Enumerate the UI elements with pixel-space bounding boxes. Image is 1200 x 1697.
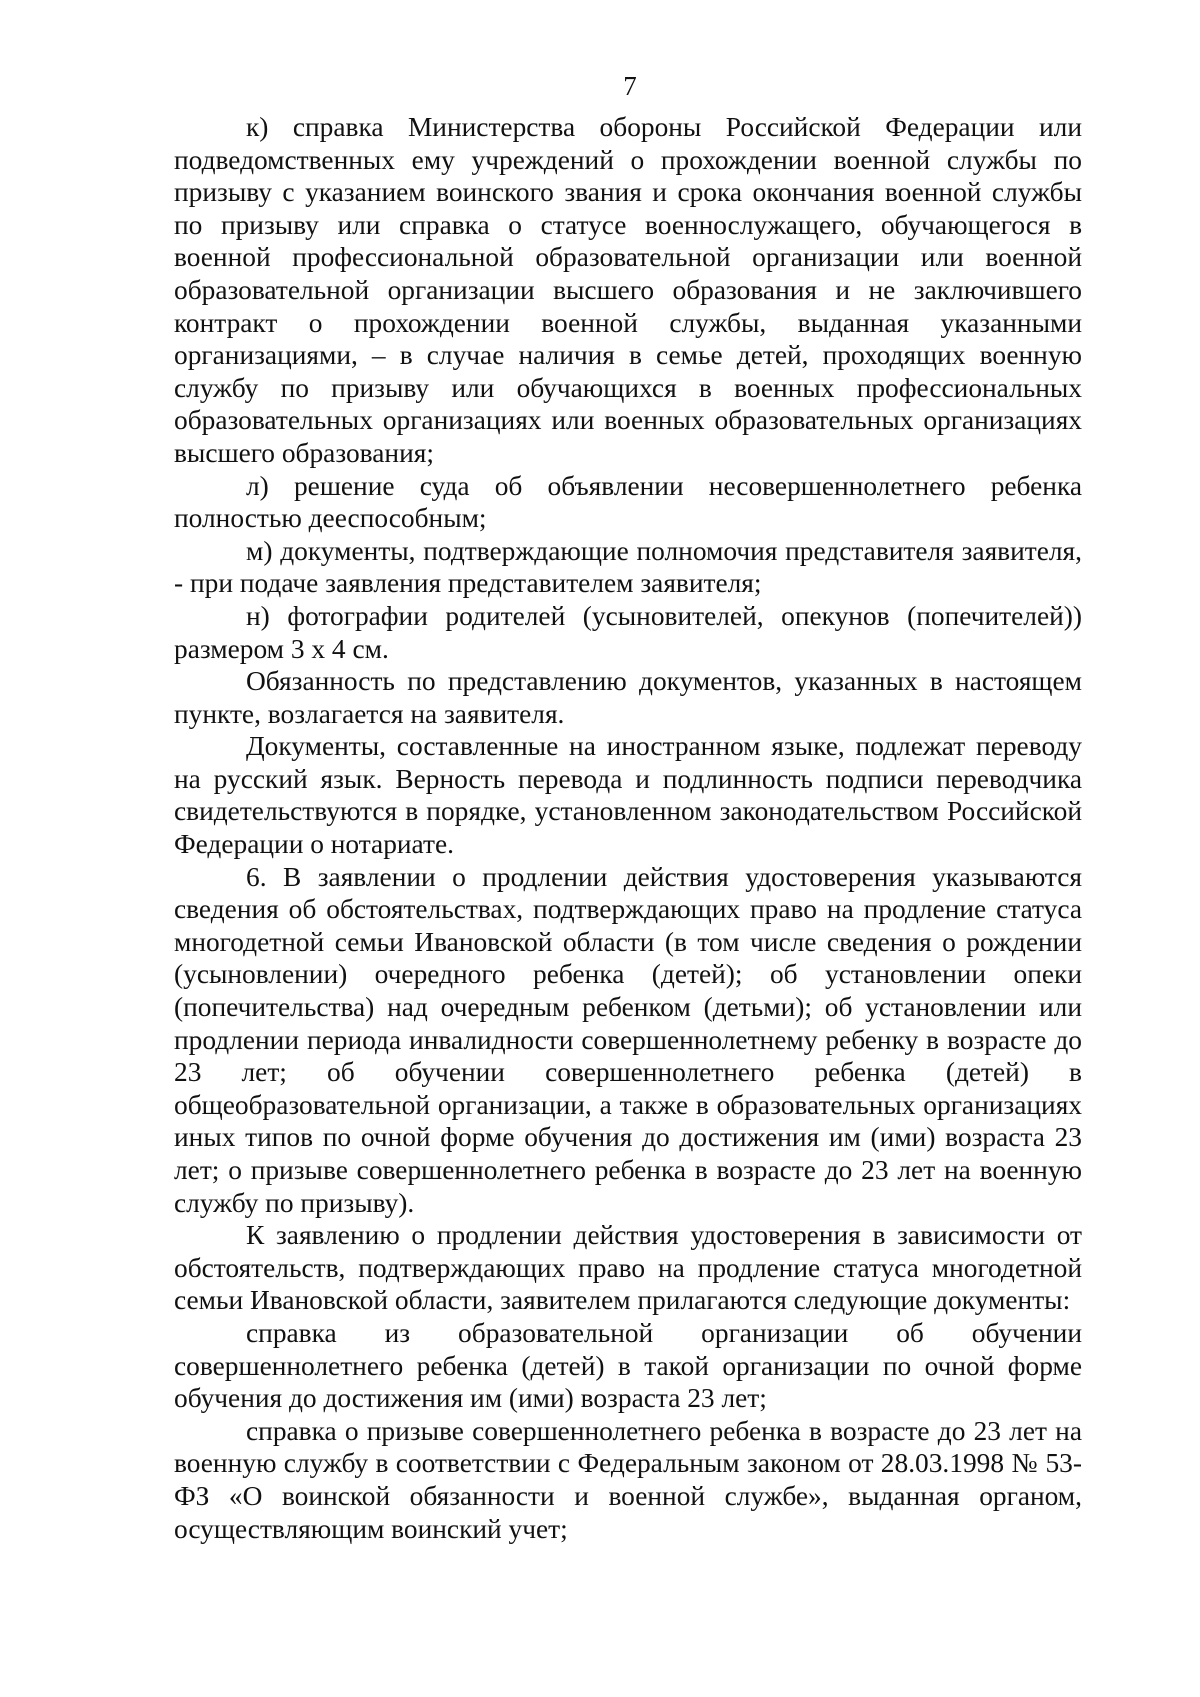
paragraph-military-conscription-certificate: справка о призыве совершеннолетнего ребенка в возрасте до 23 лет на военную службу в соответствии с Федеральным законом от 28.03.1998 № 53-ФЗ «О воинской обязанности и военной службе», выданная органом, осуществляющим воинский учет; xyxy=(174,1415,1082,1544)
paragraph-obligation: Обязанность по представлению документов, указанных в настоящем пункте, возлагается на заявителя. xyxy=(174,666,1082,729)
paragraph-m-representative-documents: м) документы, подтверждающие полномочия представителя заявителя, - при подаче заявления представителем заявителя; xyxy=(174,535,1082,599)
paragraph-attached-documents: К заявлению о продлении действия удостоверения в зависимости от обстоятельств, подтверждающих право на продление статуса многодетной семьи Ивановской области, заявителем прилагаются следующие документы: xyxy=(174,1220,1082,1316)
paragraph-k-ministry-certificate: к) справка Министерства обороны Российской Федерации или подведомственных ему учреждений о прохождении военной службы по призыву с указанием воинского звания и срока окончания военной службы по призыву или справка о статусе военнослужащего, обучающегося в военной профессиональной образовательной организации или военной образовательной организации высшего образования и не заключившего контракт о прохождении военной службы, выданная указанными организациями, – в случае наличия в семье детей, проходящих военную службу по призыву или обучающихся в военных профессиональных образовательных организациях или военных образовательных организациях высшего образования; xyxy=(174,112,1082,468)
paragraph-n-photos: н) фотографии родителей (усыновителей, опекунов (попечителей)) размером 3 х 4 см. xyxy=(174,600,1082,664)
paragraph-6-extension-application: 6. В заявлении о продлении действия удостоверения указываются сведения об обстоятельствах, подтверждающих право на продление статуса многодетной семьи Ивановской области (в том числе сведения о рождении (усыновлении) очередного ребенка (детей); об установлении опеки (попечительства) над очередным ребенком (детьми); об установлении или продлении периода инвалидности совершеннолетнему ребенку в возрасте до 23 лет; об обучении совершеннолетнего ребенка (детей) в общеобразовательной организации, а также в образовательных организациях иных типов по очной форме обучения до достижения им (ими) возраста 23 лет; о призыве совершеннолетнего ребенка в возрасте до 23 лет на военную службу по призыву). xyxy=(174,861,1082,1218)
page-number: 7 xyxy=(623,71,637,101)
paragraph-l-court-decision: л) решение суда об объявлении несовершеннолетнего ребенка полностью дееспособным; xyxy=(174,470,1082,534)
paragraph-foreign-documents: Документы, составленные на иностранном языке, подлежат переводу на русский язык. Верность перевода и подлинность подписи переводчика свидетельствуются в порядке, установленном законодательством Российской Федерации о нотариате. xyxy=(174,731,1082,860)
paragraph-education-certificate: справка из образовательной организации об обучении совершеннолетнего ребенка (детей) в такой организации по очной форме обучения до достижения им (ими) возраста 23 лет; xyxy=(174,1317,1082,1414)
document-body xyxy=(174,111,1082,1545)
